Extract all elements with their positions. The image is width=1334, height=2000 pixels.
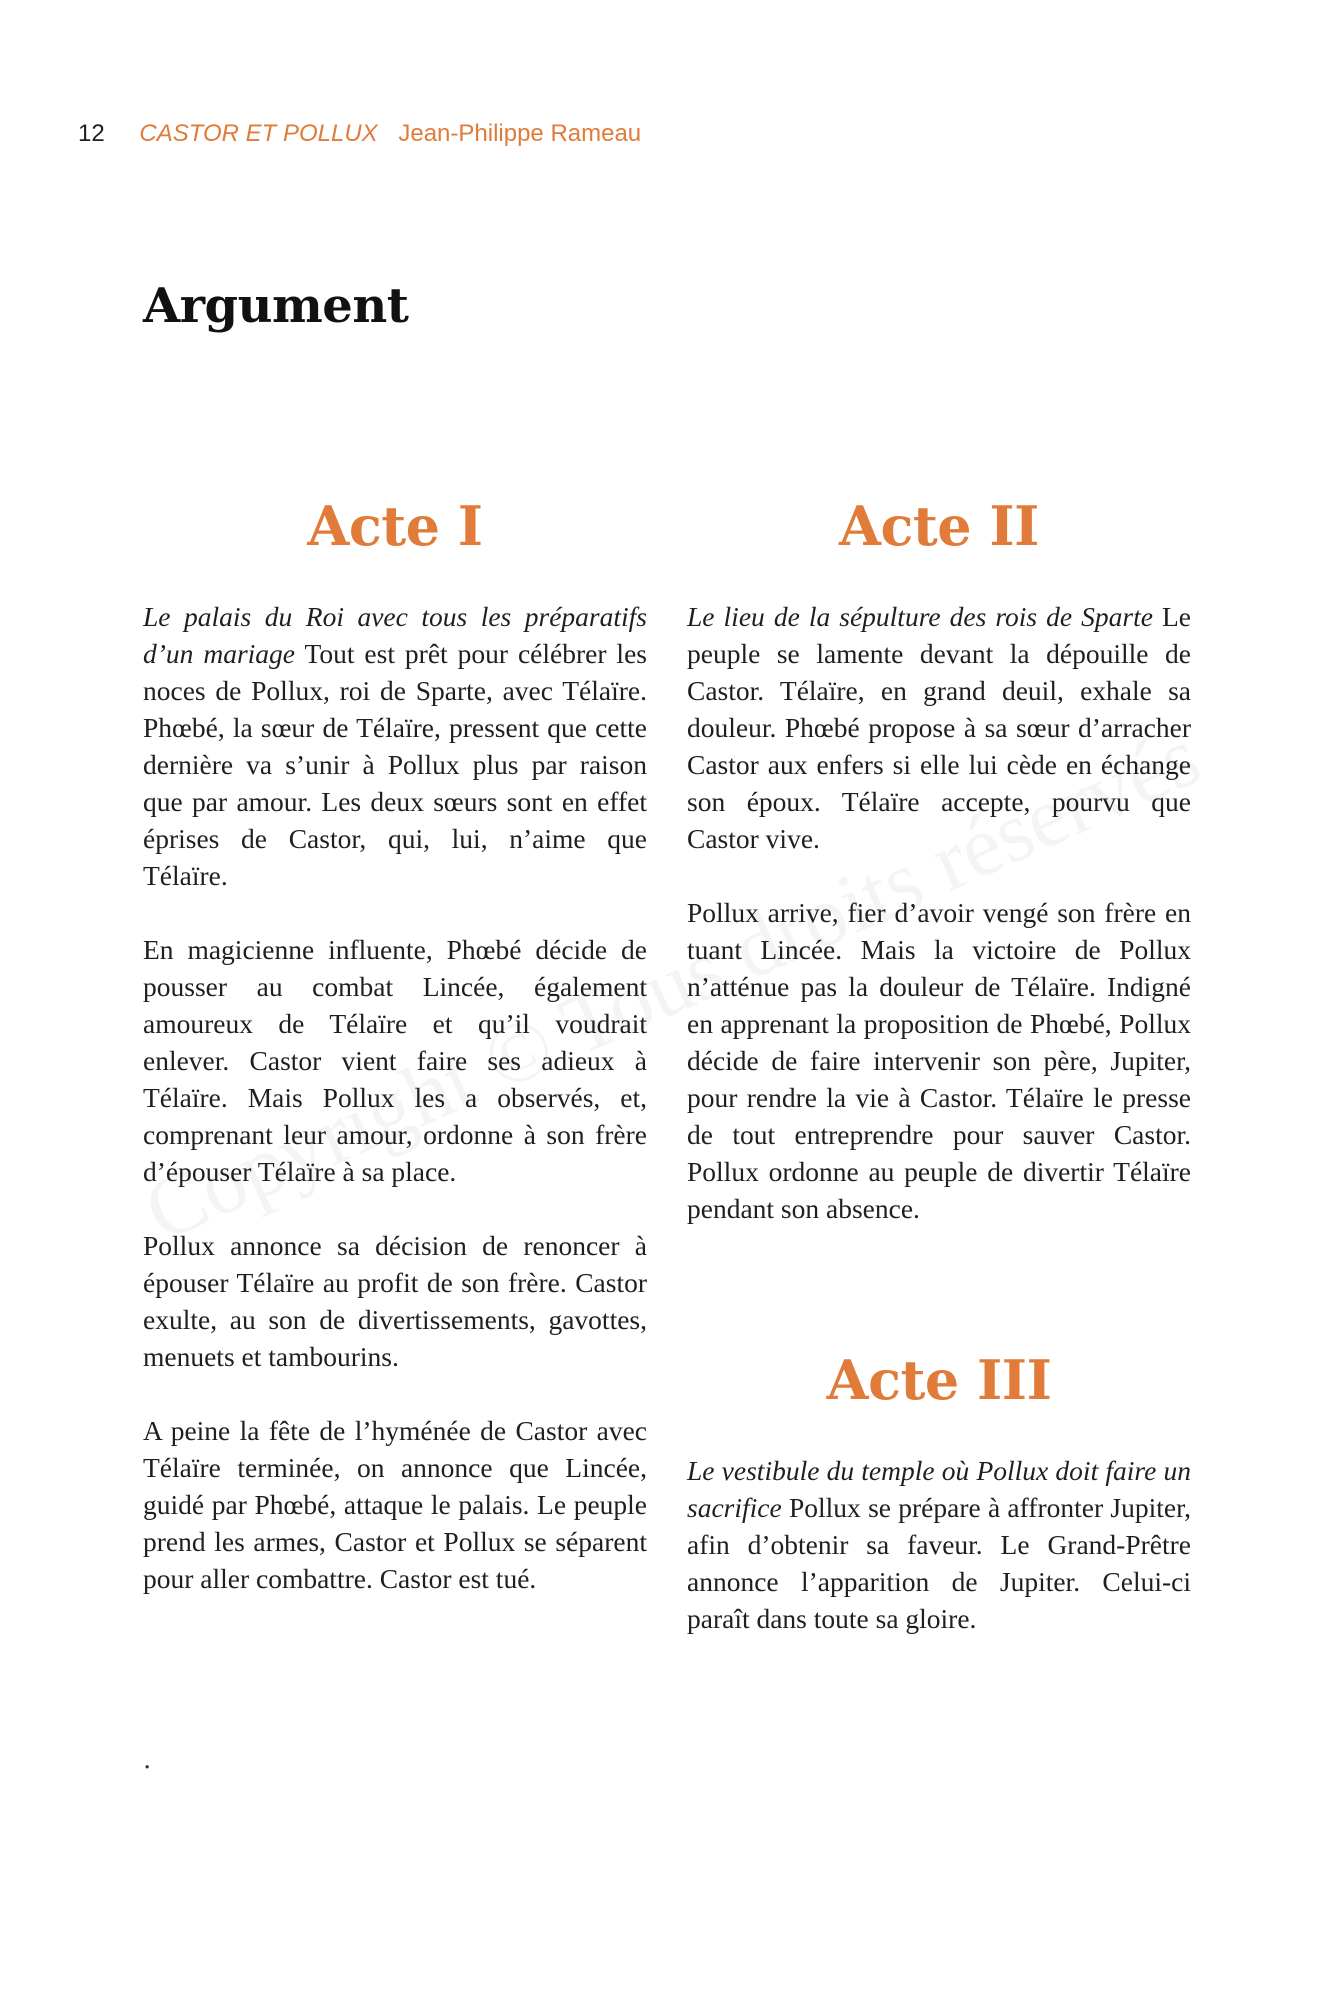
act-2-heading: Acte II (839, 494, 1039, 558)
act-3-setting: Le vestibule du temple où Pollux doit faire un sacrifice (687, 1455, 1191, 1523)
act-3-heading: Acte III (826, 1348, 1052, 1412)
running-header (78, 120, 641, 148)
header-work-title: CASTOR ET POLLUX (139, 120, 378, 147)
header-author: Jean-Philippe Rameau (398, 120, 642, 147)
act-1-body (143, 598, 647, 1597)
act-3-paragraph-1: Pollux se prépare à affronter Jupiter, afin d’obtenir sa faveur. Le Grand-Prêtre annonce l’apparition de Jupiter. Celui-ci paraît dans toute sa gloire. (687, 1492, 1192, 1634)
act-3-body (687, 1452, 1191, 1637)
act-2-paragraph-2: Pollux arrive, fier d’avoir vengé son frère en tuant Lincée. Mais la victoire de Pollux n’atténue pas la douleur de Télaïre. Indigné en apprenant la proposition de Phœbé, Pollux décide de faire intervenir son père, Jupiter, pour rendre la vie à Castor. Télaïre le presse de tout entreprendre pour sauver Castor. Pollux ordonne au peuple de divertir Télaïre pendant son absence. (687, 897, 1191, 1224)
act-1-paragraph-3: Pollux annonce sa décision de renoncer à épouser Télaïre au profit de son frère. Castor exulte, au son de divertissements, gavottes, menuets et tambourins. (143, 1230, 647, 1372)
act-1-paragraph-2: En magicienne influente, Phœbé décide de pousser au combat Lincée, également amoureux de Télaïre et qu’il voudrait enlever. Castor vient faire ses adieux à Télaïre. Mais Pollux les a observés, et, comprenant leur amour, ordonne à son frère d’épouser Télaïre à sa place. (143, 934, 647, 1187)
act-2-setting: Le lieu de la sépulture des rois de Sparte (687, 601, 1153, 632)
act-2-body (687, 598, 1191, 1227)
act-1-paragraph-4: A peine la fête de l’hyménée de Castor avec Télaïre terminée, on annonce que Lincée, guidé par Phœbé, attaque le palais. Le peuple prend les armes, Castor et Pollux se séparent pour aller combattre. Castor est tué. (143, 1415, 647, 1594)
page-number: 12 (78, 120, 105, 147)
act-1-paragraph-1: Tout est prêt pour célébrer les noces de Pollux, roi de Sparte, avec Télaïre. Phœbé, la sœur de Télaïre, pressent que cette dernière va s’unir à Pollux plus par raison que par amour. Les deux sœurs sont en effet éprises de Castor, qui, lui, n’aime que Télaïre. (143, 638, 647, 891)
act-2-paragraph-1: Le peuple se lamente devant la dépouille de Castor. Télaïre, en grand deuil, exhale sa douleur. Phœbé propose à sa sœur d’arracher Castor aux enfers si elle lui cède en échange son époux. Télaïre accepte, pourvu que Castor vive. (687, 601, 1192, 854)
act-1-heading: Acte I (307, 494, 483, 558)
footer-mark: . (143, 1745, 152, 1775)
page-title: Argument (143, 278, 409, 334)
act-1-setting: Le palais du Roi avec tous les préparatifs d’un mariage (143, 601, 647, 669)
